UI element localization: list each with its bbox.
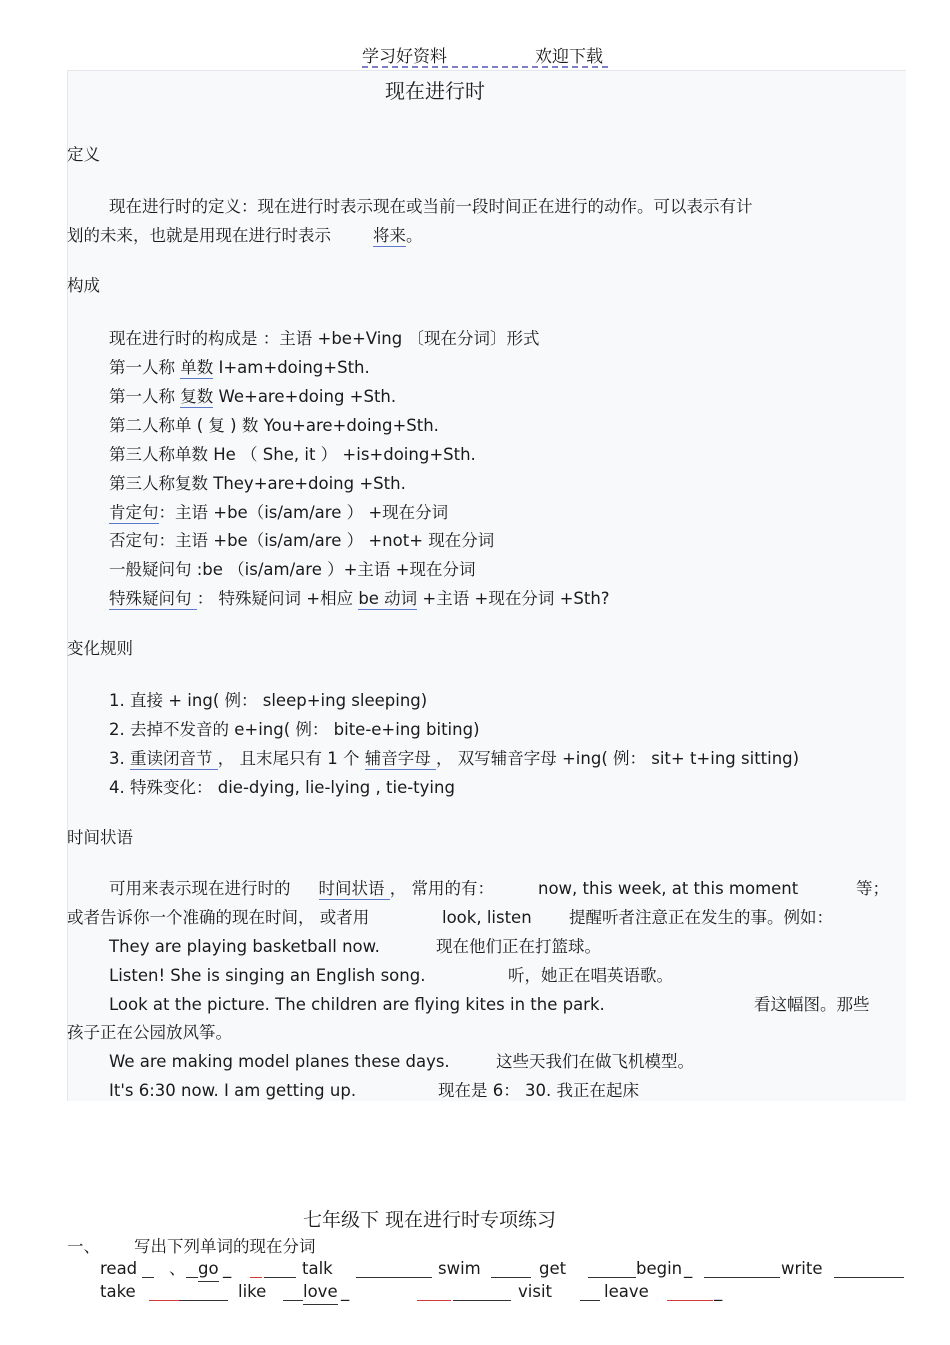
keyword: 时间状语	[318, 879, 390, 898]
label: 第一人称	[109, 387, 181, 406]
example-4-en: We are making model planes these days.	[109, 1052, 450, 1071]
formula: I+am+doing+Sth.	[213, 358, 370, 377]
label: 第一人称	[109, 358, 181, 377]
underscore: _	[714, 1282, 723, 1301]
special-question	[109, 588, 610, 610]
example-3-en: Look at the picture. The children are flying kites in the park.	[109, 995, 605, 1014]
word-talk: talk	[302, 1259, 333, 1278]
structure-line: 现在进行时的构成是 ：主语 +be+Ving 〔现在分词〕形式	[109, 329, 540, 348]
rule-1: 1. 直接 + ing( 例： sleep+ing sleeping)	[109, 691, 428, 710]
keyword: 重读闭音节	[130, 749, 218, 768]
doc-title: 现在进行时	[385, 79, 485, 103]
look-listen: look, listen	[442, 908, 532, 927]
text: 可用来表示现在进行时的	[109, 879, 291, 898]
definition-line-2	[67, 225, 423, 247]
blank-go-2[interactable]	[264, 1258, 296, 1278]
exercise-title: 七年级下 现在进行时专项练习	[303, 1209, 557, 1231]
word-leave: leave	[604, 1282, 649, 1301]
keyword: 肯定句	[109, 503, 159, 522]
definition-text: 划的未来，也就是用现在进行时表示	[67, 226, 331, 245]
question-1-prompt: 写出下列单词的现在分词	[134, 1237, 316, 1256]
example-2-zh: 听，她正在唱英语歌。	[508, 966, 673, 985]
definition-line-1: 现在进行时的定义：现在进行时表示现在或当前一段时间正在进行的动作。可以表示有计	[109, 197, 753, 216]
word-visit: visit	[518, 1282, 552, 1301]
blank-go[interactable]	[250, 1258, 262, 1278]
section-heading-structure: 构成	[67, 276, 100, 295]
header-left-text: 学习好资料	[362, 47, 447, 67]
first-person-plural	[109, 386, 396, 408]
keyword: 特殊疑问句	[109, 589, 197, 608]
blank-like[interactable]	[283, 1281, 303, 1301]
time-adverbial-etc: 等；	[856, 879, 889, 898]
text: ， 且末尾只有 1 个	[217, 749, 365, 768]
third-person-plural: 第三人称复数 They+are+doing +Sth.	[109, 474, 406, 493]
text: ， 常用的有：	[389, 879, 494, 898]
example-2-en: Listen! She is singing an English song.	[109, 966, 426, 985]
time-adverbial-examples: now, this week, at this moment	[538, 879, 799, 898]
word-go: go	[198, 1258, 219, 1282]
keyword: be 动词	[358, 589, 418, 608]
blank-visit[interactable]	[580, 1281, 600, 1301]
text: ， 双写辅音字母 +ing( 例： sit+ t+ing sitting)	[435, 749, 800, 768]
blank-talk[interactable]	[356, 1258, 432, 1278]
word-begin: begin	[636, 1259, 683, 1278]
word-take: take	[100, 1282, 136, 1301]
separator: 、	[169, 1259, 186, 1278]
word-write: write	[781, 1259, 823, 1278]
section-heading-rules: 变化规则	[67, 639, 133, 658]
blank-get[interactable]	[588, 1258, 636, 1278]
blank-leave[interactable]	[667, 1281, 713, 1301]
definition-keyword: 将来	[373, 226, 406, 245]
header-right-text: 欢迎下载	[535, 47, 603, 67]
blank-read-2[interactable]	[186, 1258, 198, 1278]
blank-begin[interactable]	[704, 1258, 780, 1278]
keyword: 单数	[180, 358, 214, 377]
word-like: like	[238, 1282, 267, 1301]
formula: We+are+doing +Sth.	[213, 387, 397, 406]
underscore: _	[341, 1282, 350, 1301]
word-swim: swim	[438, 1259, 481, 1278]
general-question: 一般疑问句 :be （is/am/are ）+主语 +现在分词	[109, 560, 476, 579]
rule-4: 4. 特殊变化： die-dying, lie-lying , tie-tying	[109, 778, 455, 797]
first-person-singular	[109, 357, 370, 379]
text: +主语 +现在分词 +Sth?	[417, 589, 610, 608]
example-4-zh: 这些天我们在做飞机模型。	[496, 1052, 694, 1071]
word-love: love	[303, 1281, 338, 1305]
underscore: _	[684, 1259, 693, 1278]
word-read: read	[100, 1259, 138, 1278]
negative-sentence: 否定句：主语 +be（is/am/are ） +not+ 现在分词	[109, 531, 495, 550]
time-adverbial-line-2: 或者告诉你一个准确的现在时间， 或者用	[67, 908, 370, 927]
underscore: _	[223, 1259, 232, 1278]
text: ： 特殊疑问词 +相应	[196, 589, 359, 608]
word-get: get	[539, 1259, 567, 1278]
blank-take[interactable]	[149, 1281, 179, 1301]
keyword: 辅音字母	[364, 749, 436, 768]
time-adverbial-line-2-end: 提醒听者注意正在发生的事。例如：	[569, 908, 833, 927]
example-5-en: It's 6:30 now. I am getting up.	[109, 1081, 357, 1100]
time-adverbial-line-1	[109, 878, 494, 900]
affirmative-sentence	[109, 502, 448, 524]
blank-read[interactable]	[142, 1258, 154, 1278]
blank-take-2[interactable]	[179, 1281, 228, 1301]
example-1-en: They are playing basketball now.	[109, 937, 380, 956]
question-1-number: 一、	[67, 1237, 100, 1256]
example-3-zh: 看这幅图。那些	[754, 995, 870, 1014]
keyword: 复数	[180, 387, 214, 406]
blank-love-2[interactable]	[453, 1281, 511, 1301]
blank-swim[interactable]	[491, 1258, 531, 1278]
blank-love[interactable]	[417, 1281, 451, 1301]
section-heading-time-adverbials: 时间状语	[67, 828, 133, 847]
definition-end: 。	[406, 226, 423, 245]
num: 3.	[109, 749, 130, 768]
second-person: 第二人称单 ( 复 ) 数 You+are+doing+Sth.	[109, 416, 439, 435]
example-3-zh-cont: 孩子正在公园放风筝。	[67, 1023, 232, 1042]
section-heading-definition: 定义	[67, 145, 100, 164]
blank-write[interactable]	[834, 1258, 904, 1278]
rule-3	[109, 748, 799, 770]
rule-2: 2. 去掉不发音的 e+ing( 例： bite-e+ing biting)	[109, 720, 480, 739]
example-1-zh: 现在他们正在打篮球。	[436, 937, 601, 956]
header-dashed-rule	[362, 66, 608, 68]
example-5-zh: 现在是 6： 30. 我正在起床	[438, 1081, 639, 1100]
formula: ：主语 +be（is/am/are ） +现在分词	[158, 503, 449, 522]
third-person-singular: 第三人称单数 He （ She, it ） +is+doing+Sth.	[109, 445, 476, 464]
page-header	[0, 38, 950, 68]
